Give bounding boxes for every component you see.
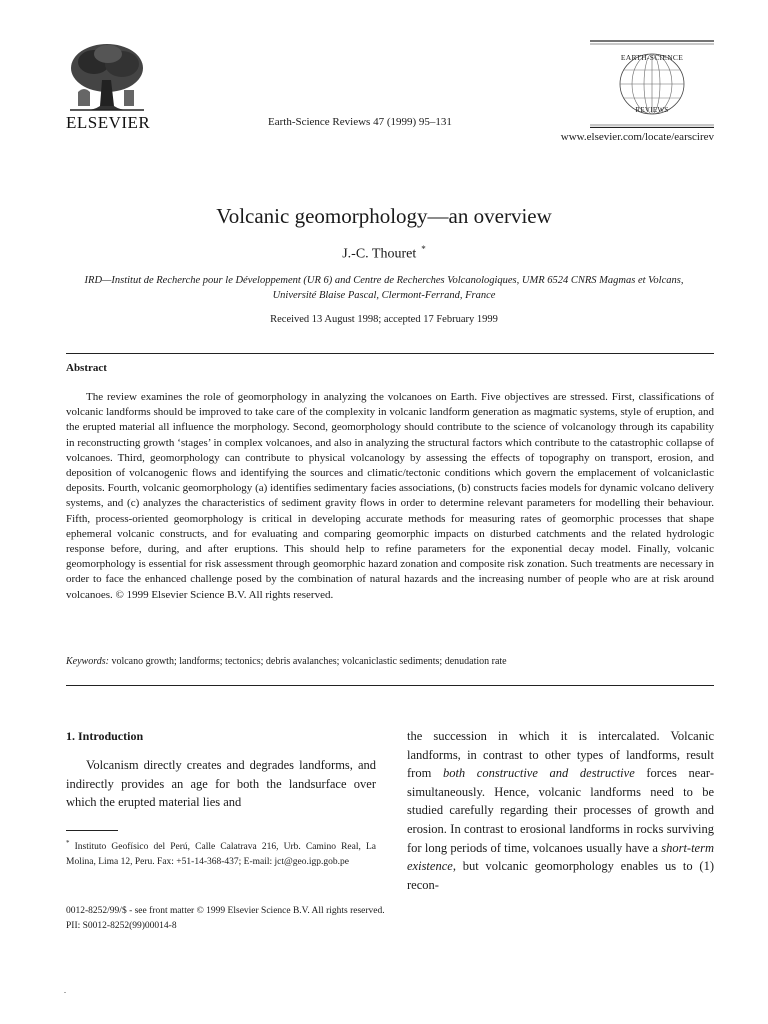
journal-reference: Earth-Science Reviews 47 (1999) 95–131 [268,116,452,128]
author-footnote-mark[interactable]: * [421,244,426,254]
footnote-mark: * [66,839,70,847]
author-affiliation: IRD—Institut de Recherche pour le Développement (UR 6) and Centre de Recherches Volcanologiques, UMR 6524 CNRS Magmas et Volcans, Université Blaise Pascal, Clermont-Ferrand, France [84,275,684,301]
abstract-text: The review examines the role of geomorphology in analyzing the volcanoes on Earth. Five objectives are stressed. First, classifications of volcanic landforms should be improved to take care of the complexity in volcanic landform generation as magmatic systems, style of eruption, and the erupted material all influence the morphology. Second, geomorphology should contribute to the science of volcanology through its capability in reconstructing growth ‘stages’ in complex volcanoes, and also in analyzing the structural factors which contribute to the catastrophic collapse of volcanoes. Third, geomorphology can contribute to physical volcanology by assessing the effects of topography on transport, erosion, and deposition of volcanogenic flows and identifying the sources and climatic/tectonic conditions which govern the emplacement of volcaniclastic deposits. Fourth, volcanic geomorphology (a) identifies sedimentary facies associations, (b) constructs facies models for dynamic volcano delivery systems, and (c) analyzes the characteristics of sediment gravity flows in order to determine relevant parameters for modelling their behaviour. Fifth, process-oriented geomorphology is critical in developing accurate methods for measuring rates of geomorphic processes that shape ephemeral volcanic constructs, and for evaluating and comparing geomorphic impacts on disturbed catchments and the related hydrologic response before, during, and after eruptions. This should help to refine parameters for the exponential decay model. Finally, volcanic geomorphology is essential for risk assessment through geomorphic hazard zonation and composite risk zonation. Such treatments are necessary in order to face the enhanced challenge posed by the combination of natural hazards and the increasing number of people who are at risk around volcanoes. © 1999 Elsevier Science B.V. All rights reserved. [66,391,714,601]
journal-url[interactable]: www.elsevier.com/locate/earscirev [560,131,714,143]
author-line [0,244,768,263]
footnote-divider [66,830,118,831]
divider-bottom [66,685,714,686]
journal-logo-subtitle: REVIEWS [635,106,669,114]
section-heading-introduction: 1. Introduction [66,729,144,743]
keywords-list: volcano growth; landforms; tectonics; debris avalanches; volcaniclastic sediments; denudation rate [111,656,507,667]
body-text-column-2: the succession in which it is intercalated. Volcanic landforms, in contrast to other types of landforms, result from both constructive and destructive forces near-simultaneously. Hence, volcanic landforms need to be studied carefully regarding their processes of growth and erosion. In contrast to erosional landforms in rocks surviving for long periods of time, volcanoes usually have a short-term existence, but volcanic geomorphology enables us to (1) recon- [407,729,714,892]
emphasis-short-term-existence: short-term existence [407,840,714,874]
copyright-line: 0012-8252/99/$ - see front matter © 1999 Elsevier Science B.V. All rights reserved. [66,906,385,916]
received-dates: Received 13 August 1998; accepted 17 February 1999 [270,314,498,325]
author-footnote [66,836,376,871]
copyright-block [66,904,385,933]
publisher-name: ELSEVIER [66,113,151,132]
emphasis-constructive-destructive: both constructive and destructive [442,766,635,781]
article-title: Volcanic geomorphology—an overview [216,204,552,228]
divider-top [66,353,714,354]
page-mark: . [64,986,66,995]
journal-logo-title: EARTH-SCIENCE [620,53,684,62]
footnote-text: Instituto Geofísico del Perú, Calle Calatrava 216, Urb. Camino Real, La Molina, Lima 12, Peru. Fax: +51-14-368-437; E-mail: jct@geo.igp.gob.pe [66,842,377,868]
keywords-label: Keywords: [66,656,109,667]
body-text-column-1: Volcanism directly creates and degrades landforms, and indirectly provides an age for both the landsurface over which the erupted material lies and [66,758,376,810]
pii-line: PII: S0012-8252(99)00014-8 [66,920,177,931]
keywords-line [66,656,507,667]
author-name: J.-C. Thouret [342,246,417,262]
abstract-heading: Abstract [66,362,107,374]
